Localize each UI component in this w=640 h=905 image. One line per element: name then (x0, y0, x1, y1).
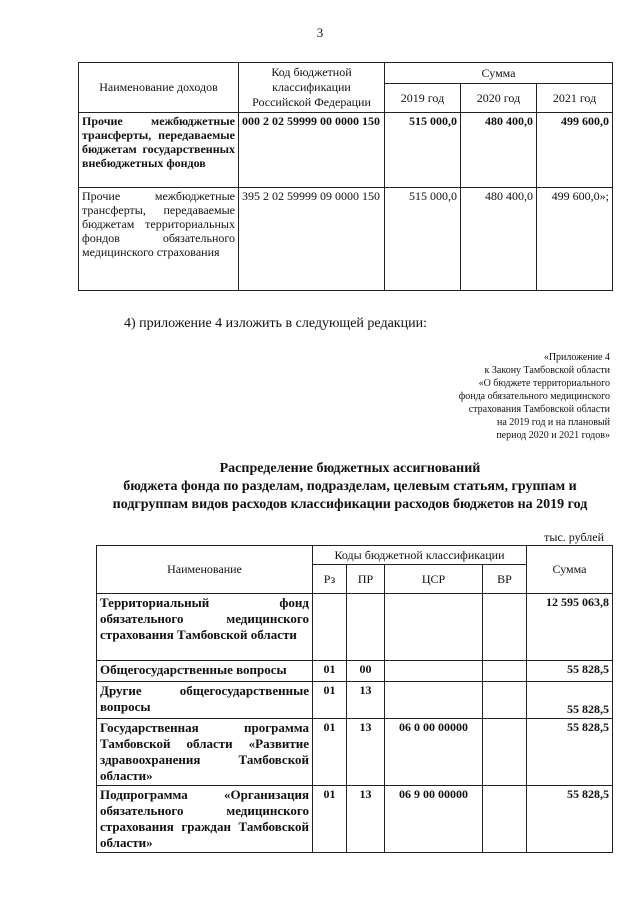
appendix-line: фонда обязательного медицинского (458, 391, 610, 402)
row-sum: 12 595 063,8 (527, 594, 613, 661)
row-name: Подпрограмма «Организация обязательного медицинского страхования граждан Тамбовской области» (97, 786, 313, 853)
header-year-2020: 2020 год (461, 84, 537, 113)
row-vr (483, 661, 527, 682)
row-name: Прочие межбюджетные трансферты, передаваемые бюджетам государственных внебюджетных фондов (79, 113, 239, 188)
page-number: 3 (316, 25, 324, 40)
table-row (97, 661, 613, 682)
row-pr: 13 (347, 682, 385, 719)
row-vr (483, 786, 527, 853)
row-code: 395 2 02 59999 09 0000 150 (239, 188, 385, 291)
title-line: бюджета фонда по разделам, подразделам, целевым статьям, группам и (123, 479, 577, 494)
header-rz: Рз (313, 565, 347, 594)
row-pr: 13 (347, 719, 385, 786)
appendix-line: страхования Тамбовской области (468, 404, 610, 415)
header-name: Наименование (97, 546, 313, 594)
row-name: Общегосударственные вопросы (97, 661, 313, 682)
appendix-line: период 2020 и 2021 годов» (496, 430, 610, 441)
row-sum: 55 828,5 (527, 682, 613, 719)
row-csr: 06 0 00 00000 (385, 719, 483, 786)
table-row (97, 682, 613, 719)
row-vr (483, 719, 527, 786)
amendment-paragraph: 4) приложение 4 изложить в следующей редакции: (124, 316, 427, 331)
table-row (97, 786, 613, 853)
header-csr: ЦСР (385, 565, 483, 594)
row-2020: 480 400,0 (461, 188, 537, 291)
appendix-line: «Приложение 4 (543, 352, 610, 363)
table-row (79, 188, 613, 291)
row-vr (483, 594, 527, 661)
row-rz: 01 (313, 661, 347, 682)
row-csr (385, 661, 483, 682)
row-name: Прочие межбюджетные трансферты, передаваемые бюджетам территориальных фондов обязательного медицинского страхования (79, 188, 239, 291)
table-row (97, 594, 613, 661)
row-name: Государственная программа Тамбовской области «Развитие здравоохранения Тамбовской области» (97, 719, 313, 786)
row-vr (483, 682, 527, 719)
table-row (79, 113, 613, 188)
row-pr (347, 594, 385, 661)
row-sum: 55 828,5 (527, 786, 613, 853)
row-name: Территориальный фонд обязательного медицинского страхования Тамбовской области (97, 594, 313, 661)
table-row (97, 719, 613, 786)
header-year-2019: 2019 год (385, 84, 461, 113)
row-2020: 480 400,0 (461, 113, 537, 188)
header-codes: Коды бюджетной классификации (313, 546, 527, 565)
units-label: тыс. рублей (544, 530, 604, 544)
section-title (70, 460, 630, 514)
title-line: подгруппам видов расходов классификации расходов бюджетов на 2019 год (112, 497, 588, 512)
row-rz: 01 (313, 786, 347, 853)
header-pr: ПР (347, 565, 385, 594)
appendix-note (370, 351, 610, 442)
row-2021: 499 600,0 (537, 113, 613, 188)
row-code: 000 2 02 59999 00 0000 150 (239, 113, 385, 188)
row-csr (385, 682, 483, 719)
row-name: Другие общегосударственные вопросы (97, 682, 313, 719)
row-2021: 499 600,0»; (537, 188, 613, 291)
row-2019: 515 000,0 (385, 113, 461, 188)
allocation-table (96, 545, 613, 853)
row-rz (313, 594, 347, 661)
header-sum: Сумма (527, 546, 613, 594)
row-csr: 06 9 00 00000 (385, 786, 483, 853)
row-sum: 55 828,5 (527, 719, 613, 786)
row-csr (385, 594, 483, 661)
table-header-row (97, 546, 613, 565)
header-vr: ВР (483, 565, 527, 594)
row-rz: 01 (313, 719, 347, 786)
row-pr: 00 (347, 661, 385, 682)
title-line: Распределение бюджетных ассигнований (219, 461, 481, 476)
row-2019: 515 000,0 (385, 188, 461, 291)
table-header-row (79, 63, 613, 84)
header-code: Код бюджетной классификации Российской Федерации (239, 63, 385, 113)
income-table (78, 62, 613, 291)
appendix-line: к Закону Тамбовской области (484, 365, 610, 376)
header-sum: Сумма (385, 63, 613, 84)
header-year-2021: 2021 год (537, 84, 613, 113)
row-sum: 55 828,5 (527, 661, 613, 682)
row-rz: 01 (313, 682, 347, 719)
appendix-line: «О бюджете территориального (478, 378, 610, 389)
row-pr: 13 (347, 786, 385, 853)
header-name: Наименование доходов (79, 63, 239, 113)
appendix-line: на 2019 год и на плановый (496, 417, 610, 428)
